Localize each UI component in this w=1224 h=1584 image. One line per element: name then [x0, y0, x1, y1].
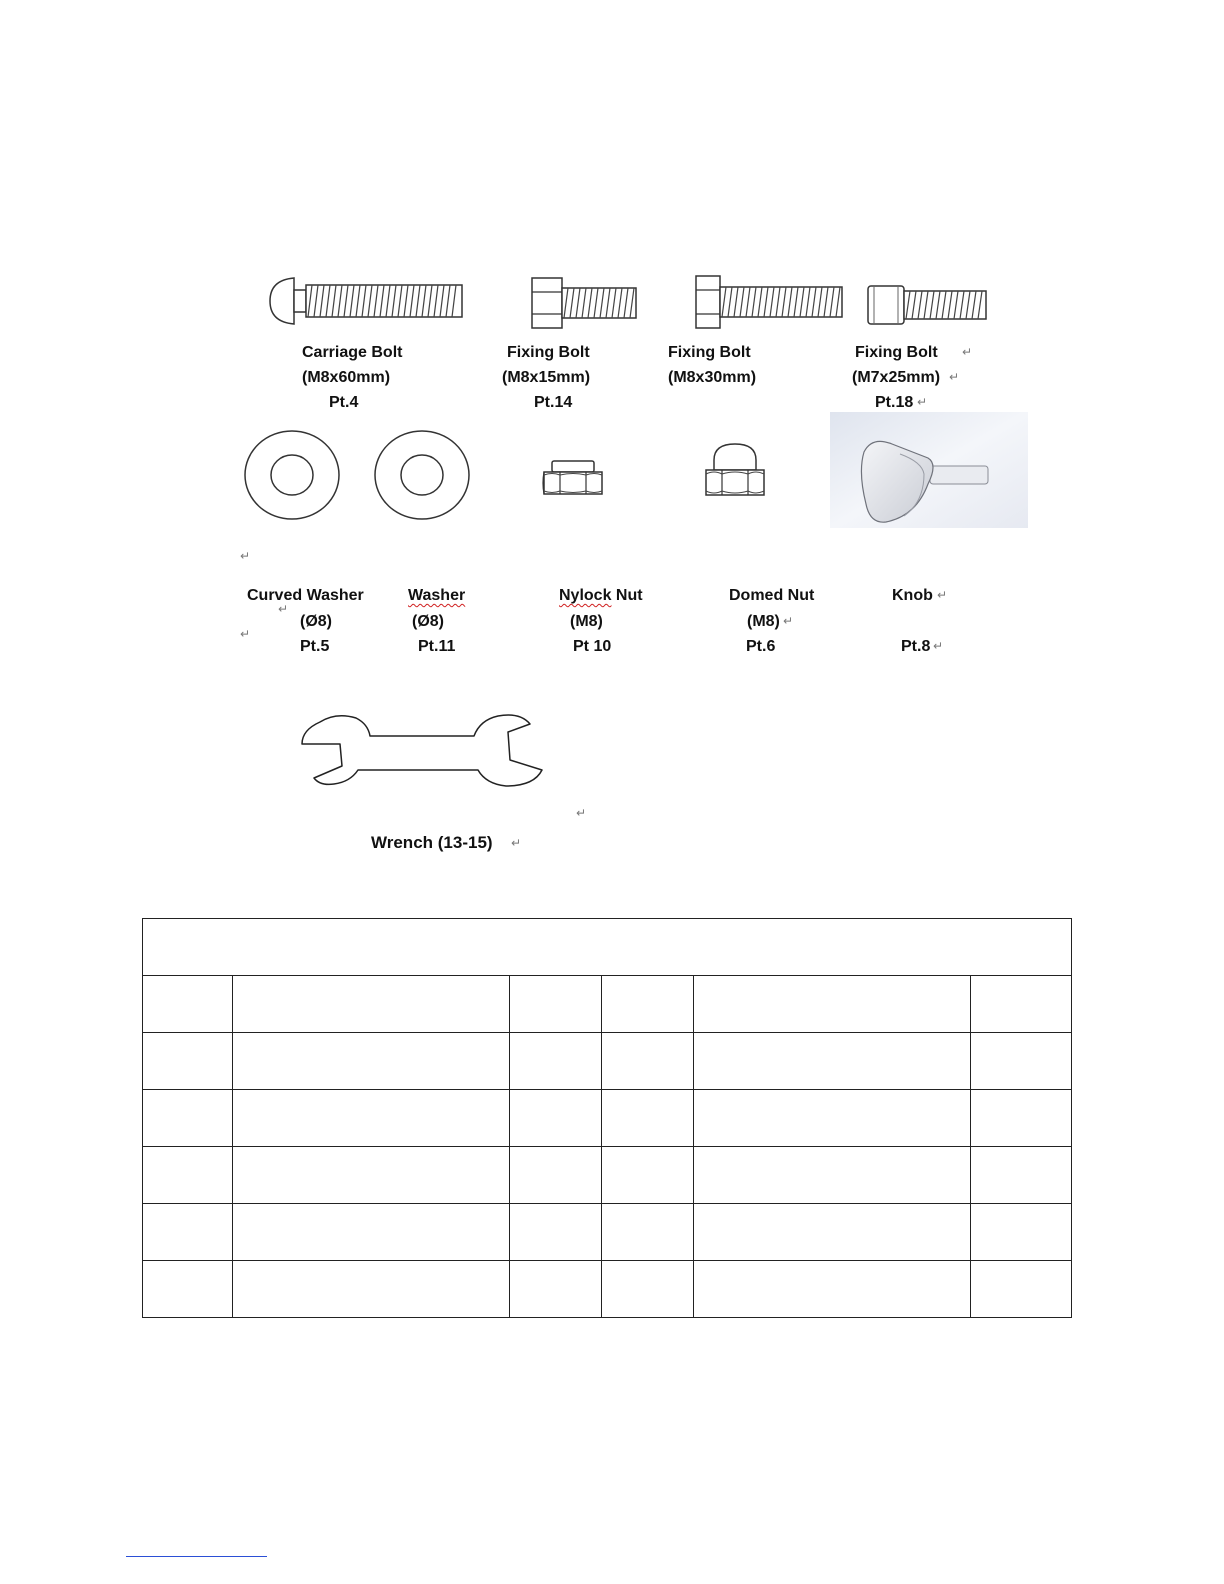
- table-cell: [971, 976, 1072, 1033]
- fixing-bolt-m8x15-part: Pt.14: [534, 394, 573, 411]
- paragraph-mark: ↵: [783, 614, 794, 628]
- wrench-name: Wrench (13-15): [371, 833, 493, 852]
- table-cell: [694, 1090, 971, 1147]
- washer-drawing: [372, 428, 472, 522]
- footnote-separator: [126, 1556, 267, 1557]
- fixing-bolt-m7x25-size: (M7x25mm): [852, 369, 941, 386]
- table-row: [143, 1147, 1072, 1204]
- fixing-bolt-m8x15-size: (M8x15mm): [502, 369, 591, 386]
- table-cell: [233, 1090, 510, 1147]
- table-row: [143, 1033, 1072, 1090]
- nylock-nut-name: Nylock Nut: [559, 587, 643, 604]
- paragraph-mark: ↵: [917, 395, 928, 409]
- table-cell: [971, 1261, 1072, 1318]
- table-cell: [143, 1204, 233, 1261]
- fixing-bolt-m7x25-part: Pt.18: [875, 394, 914, 411]
- nylock-word: Nylock: [559, 587, 612, 604]
- table-cell: [602, 1090, 694, 1147]
- table-cell: [143, 1147, 233, 1204]
- table-cell: [971, 1033, 1072, 1090]
- domed-nut-part: Pt.6: [746, 638, 776, 655]
- fixing-bolt-m7x25-name: Fixing Bolt: [855, 344, 938, 361]
- table-cell: [510, 1204, 602, 1261]
- table-cell: [694, 1204, 971, 1261]
- table-cell: [694, 976, 971, 1033]
- table-row: [143, 1261, 1072, 1318]
- table-cell: [971, 1204, 1072, 1261]
- table-cell: [143, 1261, 233, 1318]
- table-cell: [971, 1147, 1072, 1204]
- table-cell: [602, 976, 694, 1033]
- table-cell: [143, 1033, 233, 1090]
- table-cell: [971, 1090, 1072, 1147]
- table-cell: [510, 1261, 602, 1318]
- table-header-row: [143, 919, 1072, 976]
- table-row: [143, 1090, 1072, 1147]
- paragraph-mark: ↵: [240, 549, 251, 563]
- table-row: [143, 976, 1072, 1033]
- table-cell: [602, 1147, 694, 1204]
- table-cell: [510, 1147, 602, 1204]
- domed-nut-size: (M8): [747, 613, 780, 630]
- table-cell: [602, 1033, 694, 1090]
- table-header-cell: [143, 919, 1072, 976]
- paragraph-mark: ↵: [962, 345, 973, 359]
- table-cell: [233, 1261, 510, 1318]
- fixing-bolt-m8x30-drawing: [694, 272, 846, 332]
- washer-name: Washer: [408, 587, 466, 604]
- table-cell: [510, 1090, 602, 1147]
- paragraph-mark: ↵: [511, 836, 522, 850]
- paragraph-mark: ↵: [933, 639, 944, 653]
- knob-part: Pt.8: [901, 638, 931, 655]
- domed-nut-name: Domed Nut: [729, 587, 815, 604]
- fixing-bolt-m8x15-name: Fixing Bolt: [507, 344, 590, 361]
- paragraph-mark: ↵: [240, 627, 251, 641]
- table-cell: [233, 1147, 510, 1204]
- table-cell: [233, 1033, 510, 1090]
- fixing-bolt-m8x30-size: (M8x30mm): [668, 369, 757, 386]
- carriage-bolt-size: (M8x60mm): [302, 369, 391, 386]
- nylock-nut-drawing: [540, 458, 606, 500]
- fixing-bolt-m7x25-drawing: [866, 280, 990, 330]
- table-cell: [694, 1033, 971, 1090]
- table-cell: [694, 1261, 971, 1318]
- paragraph-mark: ↵: [949, 370, 960, 384]
- washer-size: (Ø8): [412, 613, 444, 630]
- table-cell: [602, 1261, 694, 1318]
- curved-washer-size: (Ø8): [300, 613, 332, 630]
- curved-washer-part: Pt.5: [300, 638, 330, 655]
- parts-list-table: [142, 918, 1072, 1318]
- knob-name: Knob: [892, 587, 933, 604]
- table-cell: [694, 1147, 971, 1204]
- table-cell: [143, 976, 233, 1033]
- table-cell: [143, 1090, 233, 1147]
- curved-washer-drawing: [242, 428, 342, 522]
- table-cell: [233, 1204, 510, 1261]
- wrench-drawing: [298, 708, 548, 792]
- paragraph-mark: ↵: [937, 588, 948, 602]
- fixing-bolt-m8x15-drawing: [530, 274, 640, 332]
- curved-washer-name: Curved Washer: [247, 587, 364, 604]
- table-cell: [233, 976, 510, 1033]
- paragraph-mark: ↵: [576, 806, 587, 820]
- table-row: [143, 1204, 1072, 1261]
- nylock-nut-part: Pt 10: [573, 638, 612, 655]
- carriage-bolt-name: Carriage Bolt: [302, 344, 403, 361]
- carriage-bolt-part: Pt.4: [329, 394, 359, 411]
- washer-part: Pt.11: [418, 638, 456, 655]
- table-cell: [510, 976, 602, 1033]
- nylock-nut-size: (M8): [570, 613, 603, 630]
- knob-render: [830, 412, 1028, 528]
- domed-nut-drawing: [702, 440, 768, 500]
- table-cell: [602, 1204, 694, 1261]
- fixing-bolt-m8x30-name: Fixing Bolt: [668, 344, 751, 361]
- table-cell: [510, 1033, 602, 1090]
- paragraph-mark: ↵: [278, 602, 289, 616]
- carriage-bolt-drawing: [268, 270, 468, 332]
